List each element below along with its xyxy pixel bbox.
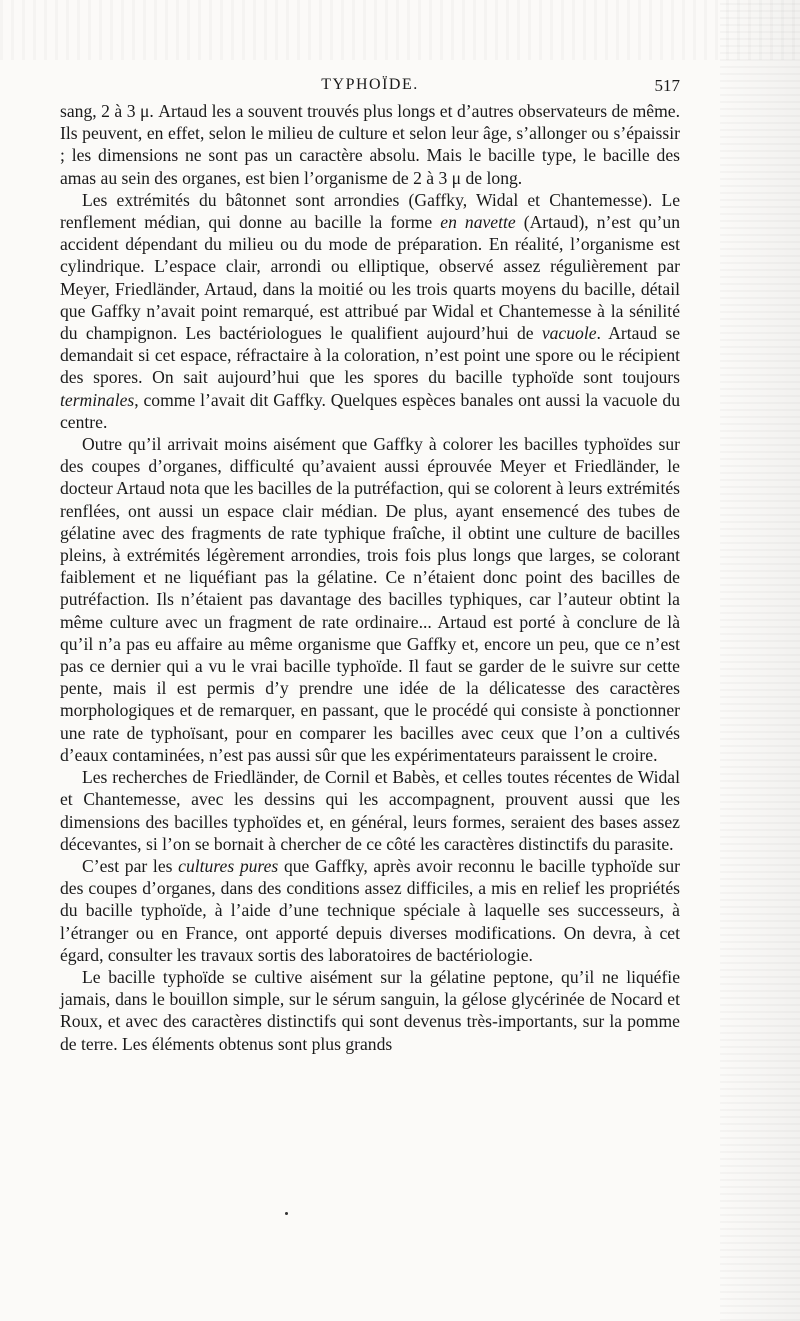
page-header <box>60 72 680 100</box>
paragraph: C’est par les cultures pures que Gaffky, après avoir reconnu le bacille typhoïde sur des coupes d’organes, dans des conditions assez difficiles, a mis en relief les propriétés du bacille typhoïde, à l’aide d’une technique spéciale à laquelle ses successeurs, à l’étranger ou en France, ont apporté depuis diverses modifications. On devra, à cet égard, consulter les travaux sortis des laboratoires de bactériologie. <box>60 855 681 965</box>
page-number: 517 <box>654 76 680 95</box>
italic-term: cultures pures <box>178 855 279 876</box>
running-title: TYPHOÏDE. <box>321 76 419 93</box>
text-body <box>60 100 680 1055</box>
scan-noise-margin <box>720 0 800 1321</box>
scan-noise-top <box>0 0 800 60</box>
paragraph: Les recherches de Friedländer, de Cornil et Babès, et celles toutes récentes de Widal et Chantemesse, avec les dessins qui les accompagnent, prouvent aussi que les dimensions des bacilles typhoïdes et, en général, leurs formes, seraient des bases assez décevantes, si l’on se bornait à chercher de ce côté les caractères distinctifs du parasite. <box>60 767 680 854</box>
paragraph: Les extrémités du bâtonnet sont arrondies (Gaffky, Widal et Chantemesse). Le renflement médian, qui donne au bacille la forme en navette (Artaud), n’est qu’un accident dépendant du milieu ou du mode de préparation. En réalité, l’organisme est cylindrique. L’espace clair, arrondi ou elliptique, observé assez régulièrement par Meyer, Friedländer, Artaud, dans la moitié ou les trois quarts moyens du bacille, détail que Gaffky n’avait point remarqué, est attribué par Widal et Chantemesse à la sénilité du champignon. Les bactériologues le qualifient aujourd’hui de vacuole. Artaud se demandait si cet espace, réfractaire à la coloration, n’est point une spore ou le récipient des spores. On sait aujourd’hui que les spores du bacille typhoïde sont toujours terminales, comme l’avait dit Gaffky. Quelques espèces banales ont aussi la vacuole du centre. <box>60 189 680 432</box>
paragraph: Outre qu’il arrivait moins aisément que Gaffky à colorer les bacilles typhoïdes sur des coupes d’organes, difficulté qu’avaient aussi éprouvée Meyer et Friedländer, le docteur Artaud nota que les bacilles de la putréfaction, qui se colorent à leurs extrémités renflées, ont aussi un espace clair médian. De plus, ayant ensemencé des tubes de gélatine avec des fragments de rate typhique fraîche, il obtint une culture de bacilles pleins, à extrémités légèrement arrondies, trois fois plus longs que larges, se colorant faiblement et ne liquéfiant pas la gélatine. Ce n’étaient donc point des bacilles de putréfaction. Ils n’étaient pas davantage des bacilles typhiques, car l’auteur obtint la même culture avec un fragment de rate ordinaire... Artaud est porté à conclure de là qu’il n’a pas eu affaire au même organisme que Gaffky et, encore un peu, que ce n’est pas ce dernier qui a vu le vrai bacille typhoïde. Il faut se garder de le suivre sur cette pente, mais il est permis d’y prendre une idée de la délicatesse des caractères morphologiques et de remarquer, en passant, que le procédé qui consiste à ponctionner une rate de typhoïsant, pour en comparer les bacilles avec ceux que l’on a cultivés d’eaux contaminées, n’est pas aussi sûr que les expérimentateurs paraissent le croire. <box>60 434 680 765</box>
italic-term: en navette <box>440 212 516 233</box>
stray-ink-dot <box>285 1212 288 1215</box>
italic-term: vacuole <box>541 323 597 344</box>
paragraph: Le bacille typhoïde se cultive aisément sur la gélatine peptone, qu’il ne liquéfie jamais, dans le bouillon simple, sur le sérum sanguin, la gélose glycérinée de Nocard et Roux, et avec des caractères distinctifs qui sont devenus très-importants, sur la pomme de terre. Les éléments obtenus sont plus grands <box>60 966 680 1054</box>
italic-term: terminales <box>60 389 135 410</box>
paragraph: sang, 2 à 3 μ. Artaud les a souvent trouvés plus longs et d’autres observateurs de même. Ils peuvent, en effet, selon le milieu de culture et selon leur âge, s’allonger ou s’épaissir ; les dimensions ne sont pas un caractère absolu. Mais le bacille type, le bacille des amas au sein des organes, est bien l’organisme de 2 à 3 μ de long. <box>60 101 680 188</box>
